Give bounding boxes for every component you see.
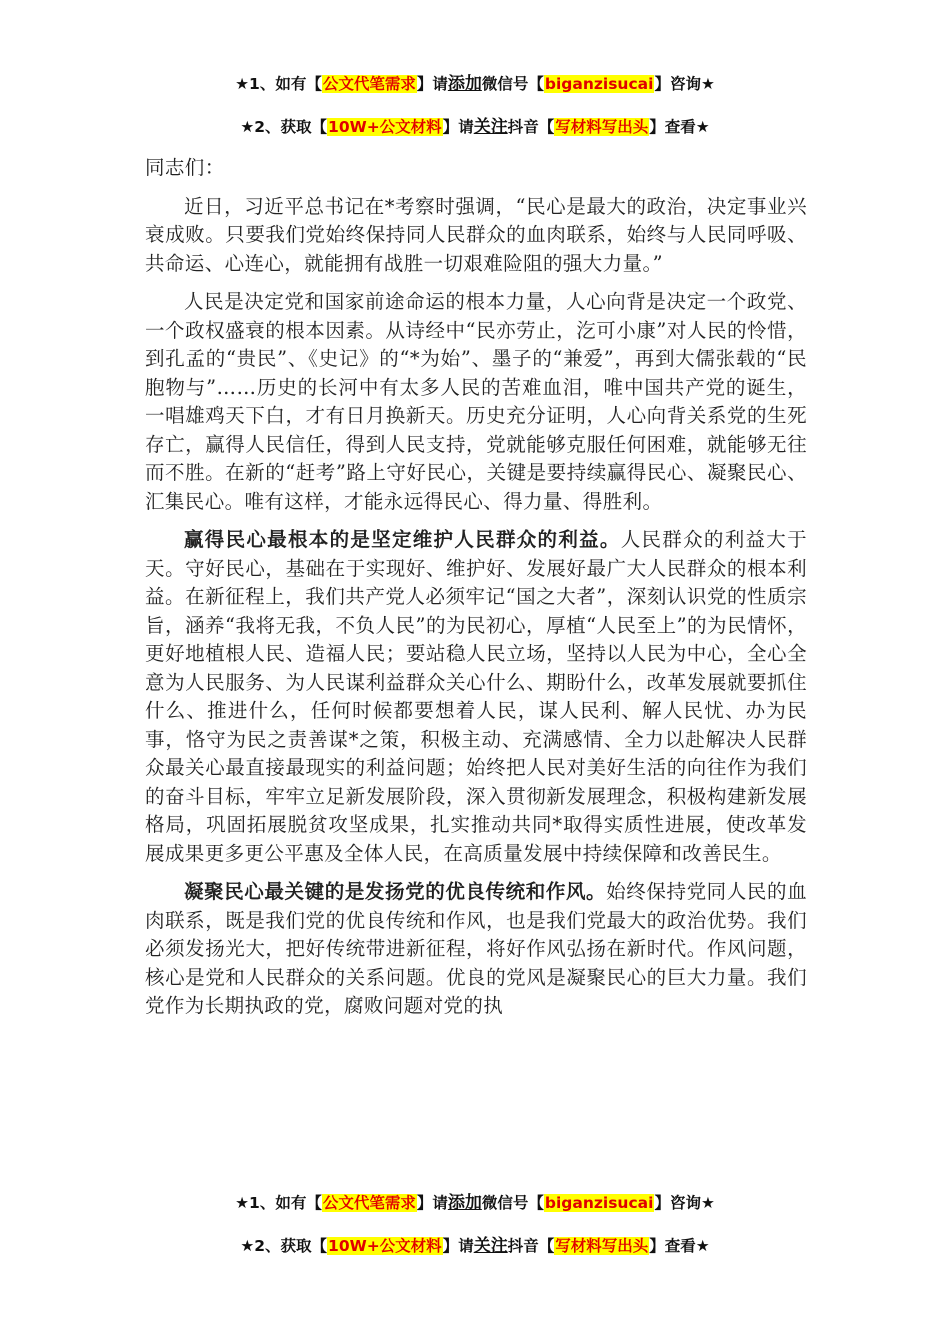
banner-text: 】查看★ <box>649 1237 710 1255</box>
banner-underline-follow: 关注 <box>473 1236 508 1256</box>
banner-text: 】请 <box>442 1237 474 1255</box>
banner-highlight-materials: 10W+公文材料 <box>328 1237 442 1255</box>
banner-text: 抖音【 <box>507 1237 555 1255</box>
banner-text: 】请 <box>416 75 448 93</box>
banner-highlight-douyin-id: 写材料写出头 <box>555 118 649 136</box>
banner-underline-follow: 关注 <box>473 117 508 137</box>
paragraph-1: 近日，习近平总书记在*考察时强调，“民心是最大的政治，决定事业兴衰成败。只要我们党始终保持同人民群众的血肉联系，始终与人民同呼吸、共命运、心连心，就能拥有战胜一切艰难险阻的强大力量。” <box>145 194 807 275</box>
banner-text: 】咨询★ <box>654 75 715 93</box>
paragraph-4-text: 始终保持党同人民的血肉联系，既是我们党的优良传统和作风，也是我们党最大的政治优势。我们必须发扬光大，把好传统带进新征程，将好作风弘扬在新时代。作风问题，核心是党和人民群众的关系问题。优良的党风是凝聚民心的巨大力量。我们党作为长期执政的党，腐败问题对党的执 <box>145 880 807 1017</box>
footer-banner-line-1 <box>0 1188 950 1213</box>
salutation: 同志们： <box>145 156 225 179</box>
paragraph-3-text: 人民群众的利益大于天。守好民心，基础在于实现好、维护好、发展好最广大人民群众的根本利益。在新征程上，我们共产党人必须牢记“国之大者”，深刻认识党的性质宗旨，涵养“我将无我，不负人民”的为民初心，厚植“人民至上”的为民情怀，更好地植根人民、造福人民；要站稳人民立场，坚持以人民为中心，全心全意为人民服务、为人民谋利益群众关心什么、期盼什么，改革发展就要抓住什么、推进什么，任何时候都要想着人民，谋人民利、解人民忧、办为民事，恪守为民之责善谋*之策，积极主动、充满感情、全力以赴解决人民群众最关心最直接最现实的利益问题；始终把人民对美好生活的向往作为我们的奋斗目标，牢牢立足新发展阶段，深入贯彻新发展理念，积极构建新发展格局，巩固拓展脱贫攻坚成果，扎实推动共同*取得实质性进展，使改革发展成果更多更公平惠及全体人民，在高质量发展中持续保障和改善民生。 <box>145 528 807 865</box>
banner-text: 】请 <box>416 1194 448 1212</box>
banner-text: 微信号【 <box>481 1194 544 1212</box>
banner-text: ★2、获取【 <box>240 1237 328 1255</box>
paragraph-3 <box>145 526 807 868</box>
banner-text: 抖音【 <box>507 118 555 136</box>
banner-highlight-service: 公文代笔需求 <box>322 1194 416 1212</box>
banner-text: ★1、如有【 <box>235 1194 322 1212</box>
paragraph-2: 人民是决定党和国家前途命运的根本力量，人心向背是决定一个政党、一个政权盛衰的根本因素。从诗经中“民亦劳止，汔可小康”对人民的怜惜，到孔孟的“贵民”、《史记》的“*为始”、墨子的“兼爱”，再到大儒张载的“民胞物与”……历史的长河中有太多人民的苦难血泪，唯中国共产党的诞生，一唱雄鸡天下白，才有日月换新天。历史充分证明，人心向背关系党的生死存亡，赢得人民信任，得到人民支持，党就能够克服任何困难，就能够无往而不胜。在新的“赶考”路上守好民心，关键是要持续赢得民心、凝聚民心、汇集民心。唯有这样，才能永远得民心、得力量、得胜利。 <box>145 290 807 513</box>
banner-text: 】查看★ <box>649 118 710 136</box>
paragraph-4 <box>145 878 807 1021</box>
footer-banner-line-2 <box>0 1231 950 1256</box>
banner-text: 】请 <box>442 118 474 136</box>
banner-highlight-douyin-id: 写材料写出头 <box>555 1237 649 1255</box>
banner-text: ★1、如有【 <box>235 75 322 93</box>
banner-text: ★2、获取【 <box>240 118 328 136</box>
banner-highlight-materials: 10W+公文材料 <box>328 118 442 136</box>
paragraph-4-heading: 凝聚民心最关键的是发扬党的优良传统和作风。 <box>184 880 607 903</box>
banner-underline-add: 添加 <box>447 1193 482 1213</box>
banner-highlight-wechat-id: biganzisucai <box>544 75 654 93</box>
banner-highlight-service: 公文代笔需求 <box>322 75 416 93</box>
paragraph-3-heading: 赢得民心最根本的是坚定维护人民群众的利益。 <box>184 528 621 551</box>
header-banner-line-2 <box>0 112 950 137</box>
banner-text: 】咨询★ <box>654 1194 715 1212</box>
header-banner-line-1 <box>0 69 950 94</box>
article-body <box>145 154 807 1031</box>
banner-highlight-wechat-id: biganzisucai <box>544 1194 654 1212</box>
banner-text: 微信号【 <box>481 75 544 93</box>
banner-underline-add: 添加 <box>447 74 482 94</box>
